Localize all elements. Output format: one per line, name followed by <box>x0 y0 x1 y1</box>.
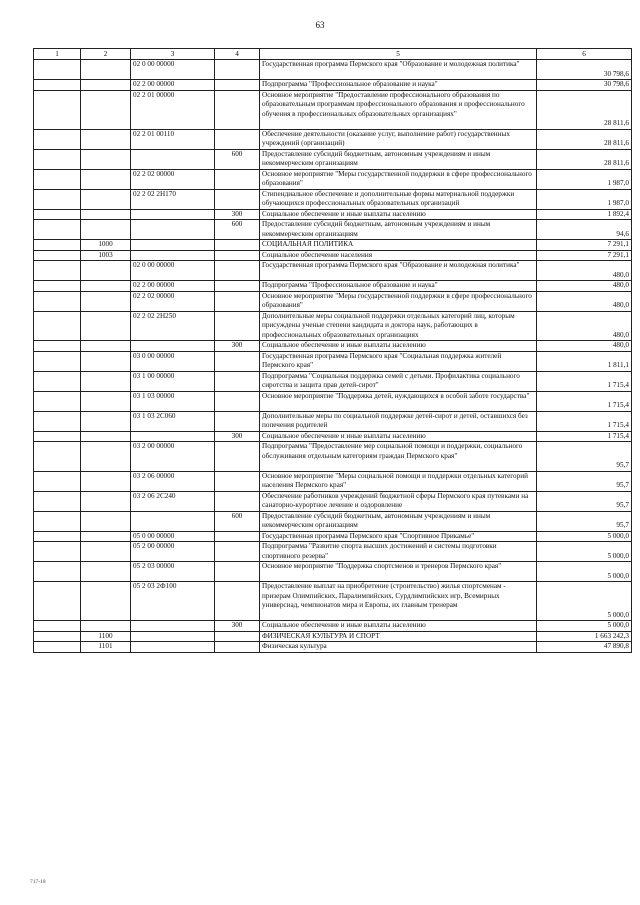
cell-c6: 95,7 <box>537 491 632 511</box>
cell-c3: 02 2 02 2Н170 <box>131 189 215 209</box>
cell-c3: 05 0 00 00000 <box>131 531 215 542</box>
cell-c2 <box>81 261 131 281</box>
cell-c6: 480,0 <box>537 261 632 281</box>
cell-c3: 02 2 01 00000 <box>131 90 215 129</box>
cell-c3: 05 2 03 2Ф100 <box>131 582 215 621</box>
cell-c3 <box>131 250 215 261</box>
cell-c3: 02 2 01 00110 <box>131 129 215 149</box>
cell-c1 <box>34 90 81 129</box>
cell-c1 <box>34 371 81 391</box>
cell-c3 <box>131 431 215 442</box>
cell-c1 <box>34 311 81 341</box>
cell-c5: Подпрограмма "Профессиональное образование и наука" <box>260 80 537 91</box>
cell-c3: 02 0 00 00000 <box>131 60 215 80</box>
cell-c1 <box>34 351 81 371</box>
cell-c1 <box>34 189 81 209</box>
cell-c2 <box>81 391 131 411</box>
cell-c1 <box>34 341 81 352</box>
cell-c6: 5 000,0 <box>537 582 632 621</box>
cell-c3 <box>131 511 215 531</box>
cell-c6: 5 000,0 <box>537 562 632 582</box>
table-row <box>34 60 632 80</box>
cell-c4: 300 <box>215 431 260 442</box>
cell-c3: 03 1 03 00000 <box>131 391 215 411</box>
cell-c3 <box>131 621 215 632</box>
cell-c1 <box>34 391 81 411</box>
cell-c5: Предоставление субсидий бюджетным, автономным учреждениям и иным некоммерческим организациям <box>260 511 537 531</box>
cell-c4 <box>215 542 260 562</box>
table-row <box>34 642 632 653</box>
cell-c5: Государственная программа Пермского края "Образование и молодежная политика" <box>260 261 537 281</box>
cell-c5: Социальное обеспечение и иные выплаты населению <box>260 431 537 442</box>
cell-c6: 480,0 <box>537 291 632 311</box>
header-cell-1: 1 <box>34 49 81 60</box>
cell-c6: 1 892,4 <box>537 209 632 220</box>
page-number: 63 <box>315 20 325 30</box>
cell-c4 <box>215 80 260 91</box>
cell-c3: 02 2 00 00000 <box>131 281 215 292</box>
cell-c4 <box>215 391 260 411</box>
cell-c6: 28 811,6 <box>537 90 632 129</box>
header-cell-3: 3 <box>131 49 215 60</box>
table-row <box>34 371 632 391</box>
cell-c4 <box>215 442 260 472</box>
cell-c3: 05 2 03 00000 <box>131 562 215 582</box>
cell-c6: 30 798,6 <box>537 60 632 80</box>
cell-c5: Предоставление выплат на приобретение (строительство) жилья спортсменам - призерам Олимпийских, Паралимпийских, Сурдлимпийских игр, Всемирных универсиад, чемпионатов мира и Европы, их главным тренерам <box>260 582 537 621</box>
cell-c4 <box>215 169 260 189</box>
cell-c4: 600 <box>215 511 260 531</box>
cell-c5: Основное мероприятие "Меры социальной помощи и поддержки отдельных категорий населения Пермского края" <box>260 471 537 491</box>
cell-c1 <box>34 261 81 281</box>
cell-c1 <box>34 511 81 531</box>
cell-c1 <box>34 631 81 642</box>
table-row <box>34 431 632 442</box>
cell-c2 <box>81 531 131 542</box>
cell-c1 <box>34 621 81 632</box>
cell-c2 <box>81 220 131 240</box>
cell-c4 <box>215 90 260 129</box>
cell-c4 <box>215 582 260 621</box>
cell-c2 <box>81 511 131 531</box>
cell-c6: 1 987,0 <box>537 169 632 189</box>
cell-c4 <box>215 291 260 311</box>
cell-c2: 1000 <box>81 240 131 251</box>
table-row <box>34 391 632 411</box>
cell-c2 <box>81 542 131 562</box>
table-row <box>34 240 632 251</box>
cell-c2 <box>81 281 131 292</box>
cell-c3: 03 2 06 00000 <box>131 471 215 491</box>
cell-c5: Основное мероприятие "Меры государственной поддержки в сфере профессионального образования" <box>260 291 537 311</box>
cell-c3: 05 2 00 00000 <box>131 542 215 562</box>
cell-c1 <box>34 642 81 653</box>
cell-c1 <box>34 240 81 251</box>
cell-c5: Социальное обеспечение и иные выплаты населению <box>260 209 537 220</box>
cell-c6: 1 715,4 <box>537 431 632 442</box>
cell-c4 <box>215 471 260 491</box>
table-row <box>34 149 632 169</box>
cell-c3: 03 2 00 00000 <box>131 442 215 472</box>
cell-c5: Социальное обеспечение и иные выплаты населению <box>260 341 537 352</box>
cell-c1 <box>34 220 81 240</box>
cell-c2 <box>81 351 131 371</box>
cell-c6: 1 715,4 <box>537 371 632 391</box>
table-row <box>34 411 632 431</box>
cell-c3 <box>131 240 215 251</box>
cell-c5: Подпрограмма "Профессиональное образование и наука" <box>260 281 537 292</box>
cell-c1 <box>34 531 81 542</box>
table-row <box>34 631 632 642</box>
cell-c2 <box>81 491 131 511</box>
cell-c2 <box>81 90 131 129</box>
cell-c5: Обеспечение работников учреждений бюджетной сферы Пермского края путевками на санаторно-курортное лечение и оздоровление <box>260 491 537 511</box>
footer-code: 717-18 <box>30 879 46 885</box>
cell-c2 <box>81 442 131 472</box>
cell-c2 <box>81 169 131 189</box>
cell-c4 <box>215 642 260 653</box>
cell-c5: Дополнительные меры по социальной поддержке детей-сирот и детей, оставшихся без попечения родителей <box>260 411 537 431</box>
table-row <box>34 471 632 491</box>
cell-c3: 02 2 02 00000 <box>131 169 215 189</box>
cell-c6: 1 987,0 <box>537 189 632 209</box>
cell-c3: 03 1 00 00000 <box>131 371 215 391</box>
cell-c5: Государственная программа Пермского края "Социальная поддержка жителей Пермского края" <box>260 351 537 371</box>
cell-c2 <box>81 149 131 169</box>
cell-c6: 5 000,0 <box>537 531 632 542</box>
cell-c6: 1 811,1 <box>537 351 632 371</box>
cell-c1 <box>34 149 81 169</box>
table-row <box>34 189 632 209</box>
cell-c6: 94,6 <box>537 220 632 240</box>
cell-c6: 95,7 <box>537 511 632 531</box>
cell-c6: 480,0 <box>537 311 632 341</box>
header-cell-5: 5 <box>260 49 537 60</box>
cell-c2 <box>81 129 131 149</box>
cell-c4: 600 <box>215 149 260 169</box>
table-row <box>34 261 632 281</box>
cell-c1 <box>34 562 81 582</box>
cell-c4: 600 <box>215 220 260 240</box>
cell-c1 <box>34 442 81 472</box>
cell-c6: 480,0 <box>537 341 632 352</box>
cell-c1 <box>34 80 81 91</box>
cell-c5: Государственная программа Пермского края "Образование и молодежная политика" <box>260 60 537 80</box>
cell-c2 <box>81 471 131 491</box>
cell-c5: Предоставление субсидий бюджетным, автономным учреждениям и иным некоммерческим организациям <box>260 149 537 169</box>
cell-c2 <box>81 209 131 220</box>
cell-c5: Социальное обеспечение населения <box>260 250 537 261</box>
table-row <box>34 542 632 562</box>
cell-c6: 1 663 242,3 <box>537 631 632 642</box>
table-row <box>34 511 632 531</box>
cell-c1 <box>34 471 81 491</box>
header-cell-4: 4 <box>215 49 260 60</box>
cell-c6: 28 811,6 <box>537 149 632 169</box>
cell-c1 <box>34 60 81 80</box>
header-cell-6: 6 <box>537 49 632 60</box>
table-row <box>34 220 632 240</box>
cell-c6: 7 291,1 <box>537 240 632 251</box>
cell-c6: 1 715,4 <box>537 391 632 411</box>
cell-c1 <box>34 250 81 261</box>
cell-c2 <box>81 431 131 442</box>
cell-c5: Физическая культура <box>260 642 537 653</box>
cell-c5: Государственная программа Пермского края "Спортивное Прикамье" <box>260 531 537 542</box>
cell-c2 <box>81 80 131 91</box>
cell-c1 <box>34 169 81 189</box>
header-cell-2: 2 <box>81 49 131 60</box>
cell-c3: 03 0 00 00000 <box>131 351 215 371</box>
cell-c3 <box>131 209 215 220</box>
cell-c3 <box>131 341 215 352</box>
table-row <box>34 250 632 261</box>
cell-c4 <box>215 189 260 209</box>
cell-c1 <box>34 281 81 292</box>
cell-c4 <box>215 60 260 80</box>
cell-c4 <box>215 371 260 391</box>
cell-c1 <box>34 129 81 149</box>
cell-c2: 1101 <box>81 642 131 653</box>
cell-c6: 7 291,1 <box>537 250 632 261</box>
cell-c4 <box>215 250 260 261</box>
cell-c1 <box>34 431 81 442</box>
cell-c1 <box>34 542 81 562</box>
cell-c4 <box>215 411 260 431</box>
cell-c5: Основное мероприятие "Меры государственной поддержки в сфере профессионального образования" <box>260 169 537 189</box>
cell-c1 <box>34 411 81 431</box>
table-row <box>34 562 632 582</box>
table-row <box>34 291 632 311</box>
cell-c4: 300 <box>215 341 260 352</box>
cell-c2 <box>81 60 131 80</box>
cell-c5: Обеспечение деятельности (оказание услуг, выполнение работ) государственных учреждений (организаций) <box>260 129 537 149</box>
table-row <box>34 351 632 371</box>
cell-c3: 03 1 03 2С060 <box>131 411 215 431</box>
cell-c4 <box>215 562 260 582</box>
cell-c5: Основное мероприятие "Поддержка детей, нуждающихся в особой заботе государства" <box>260 391 537 411</box>
cell-c2 <box>81 371 131 391</box>
cell-c6: 47 890,8 <box>537 642 632 653</box>
cell-c3 <box>131 220 215 240</box>
cell-c6: 5 000,0 <box>537 621 632 632</box>
cell-c5: Стипендиальное обеспечение и дополнительные формы материальной поддержки обучающихся профессиональных образовательных организаций <box>260 189 537 209</box>
cell-c1 <box>34 209 81 220</box>
cell-c5: Дополнительные меры социальной поддержки отдельных категорий лиц, которым присуждены ученые степени кандидата и доктора наук, работающих в профессиональных образовательных организациях <box>260 311 537 341</box>
cell-c4 <box>215 240 260 251</box>
table-row <box>34 169 632 189</box>
cell-c3: 02 2 02 2Н250 <box>131 311 215 341</box>
cell-c6: 95,7 <box>537 442 632 472</box>
cell-c4 <box>215 261 260 281</box>
cell-c3: 02 2 02 00000 <box>131 291 215 311</box>
cell-c4 <box>215 351 260 371</box>
cell-c3 <box>131 631 215 642</box>
table-row <box>34 491 632 511</box>
table-row <box>34 531 632 542</box>
table-row <box>34 341 632 352</box>
budget-table <box>33 48 632 653</box>
cell-c2 <box>81 582 131 621</box>
cell-c5: СОЦИАЛЬНАЯ ПОЛИТИКА <box>260 240 537 251</box>
cell-c5: Подпрограмма "Предоставление мер социальной помощи и поддержки, социального обслуживания отдельным категориям граждан Пермского края" <box>260 442 537 472</box>
cell-c6: 30 798,6 <box>537 80 632 91</box>
cell-c2 <box>81 291 131 311</box>
header-row <box>34 49 632 60</box>
table-row <box>34 90 632 129</box>
table-row <box>34 281 632 292</box>
cell-c4 <box>215 491 260 511</box>
cell-c3 <box>131 642 215 653</box>
cell-c5: Социальное обеспечение и иные выплаты населению <box>260 621 537 632</box>
cell-c5: Предоставление субсидий бюджетным, автономным учреждениям и иным некоммерческим организациям <box>260 220 537 240</box>
cell-c2 <box>81 621 131 632</box>
cell-c2 <box>81 562 131 582</box>
cell-c2 <box>81 311 131 341</box>
table-row <box>34 582 632 621</box>
cell-c3 <box>131 149 215 169</box>
cell-c3: 02 0 00 00000 <box>131 261 215 281</box>
cell-c1 <box>34 291 81 311</box>
cell-c4: 300 <box>215 621 260 632</box>
cell-c5: Основное мероприятие "Предоставление профессионального образования по образовательным программам профессионального образования и профессионального обучения в профессиональных образовательных организациях" <box>260 90 537 129</box>
table-row <box>34 621 632 632</box>
cell-c5: Основное мероприятие "Поддержка спортсменов и тренеров Пермского края" <box>260 562 537 582</box>
cell-c4 <box>215 531 260 542</box>
cell-c2 <box>81 189 131 209</box>
cell-c4 <box>215 631 260 642</box>
table-row <box>34 80 632 91</box>
cell-c4 <box>215 281 260 292</box>
cell-c2 <box>81 411 131 431</box>
cell-c6: 95,7 <box>537 471 632 491</box>
cell-c4 <box>215 129 260 149</box>
cell-c6: 5 000,0 <box>537 542 632 562</box>
cell-c5: Подпрограмма "Развитие спорта высших достижений и системы подготовки спортивного резерва" <box>260 542 537 562</box>
cell-c1 <box>34 491 81 511</box>
cell-c6: 1 715,4 <box>537 411 632 431</box>
cell-c5: ФИЗИЧЕСКАЯ КУЛЬТУРА И СПОРТ <box>260 631 537 642</box>
cell-c4 <box>215 311 260 341</box>
cell-c1 <box>34 582 81 621</box>
cell-c6: 480,0 <box>537 281 632 292</box>
table-row <box>34 209 632 220</box>
cell-c4: 300 <box>215 209 260 220</box>
table-row <box>34 129 632 149</box>
cell-c2: 1100 <box>81 631 131 642</box>
cell-c3: 03 2 06 2С240 <box>131 491 215 511</box>
cell-c2: 1003 <box>81 250 131 261</box>
table-row <box>34 311 632 341</box>
cell-c2 <box>81 341 131 352</box>
table-row <box>34 442 632 472</box>
cell-c6: 28 811,6 <box>537 129 632 149</box>
cell-c5: Подпрограмма "Социальная поддержка семей с детьми. Профилактика социального сиротства и защита прав детей-сирот" <box>260 371 537 391</box>
cell-c3: 02 2 00 00000 <box>131 80 215 91</box>
